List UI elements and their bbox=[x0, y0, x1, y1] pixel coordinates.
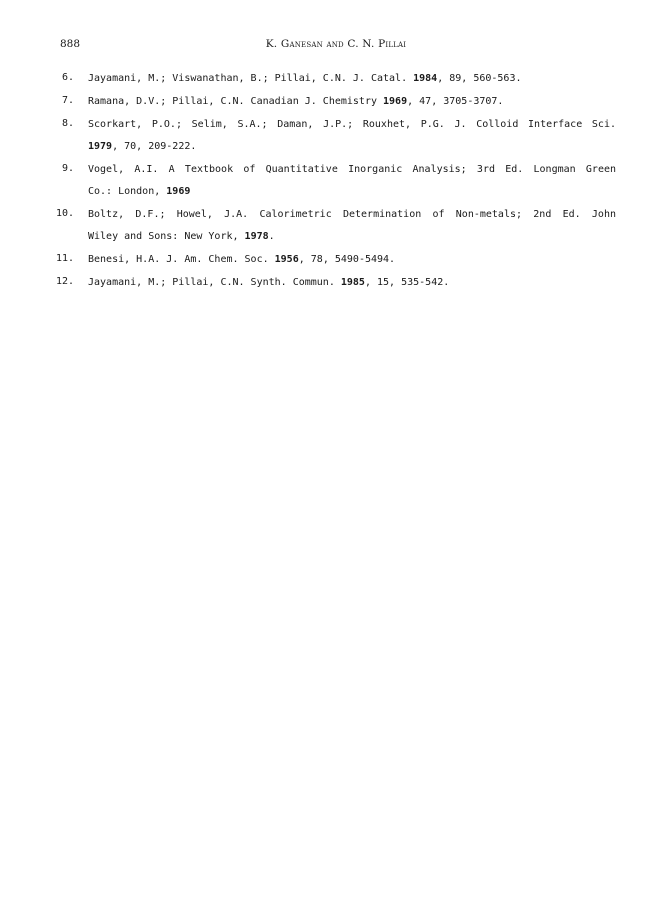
reference-line bbox=[88, 208, 616, 222]
page-number: 888 bbox=[60, 38, 81, 50]
reference-text: Jayamani, M.; Viswanathan, B.; Pillai, C.N. J. Catal. bbox=[88, 73, 414, 84]
reference-year: 1984 bbox=[413, 73, 438, 84]
reference-line bbox=[88, 253, 616, 267]
reference-year: 1956 bbox=[274, 254, 299, 265]
reference-number: 9. bbox=[61, 163, 74, 174]
reference-text: , 78, 5490-5494. bbox=[298, 254, 396, 265]
reference-text: Co.: London, bbox=[88, 186, 167, 197]
reference-text: . bbox=[268, 231, 275, 242]
reference-text: , 70, 209-222. bbox=[112, 141, 197, 152]
reference-line bbox=[88, 230, 616, 244]
reference-text: Boltz, D.F.; Howel, J.A. Calorimetric Determination of Non-metals; 2nd Ed. John bbox=[88, 209, 616, 220]
reference-number: 10. bbox=[55, 208, 74, 219]
reference-number: 7. bbox=[61, 95, 74, 106]
reference-year: 1985 bbox=[340, 277, 365, 288]
reference-line bbox=[88, 276, 616, 290]
reference-text: , 89, 560-563. bbox=[437, 73, 522, 84]
reference-text: , 15, 535-542. bbox=[364, 277, 450, 288]
page-header bbox=[0, 38, 672, 54]
reference-text: Scorkart, P.O.; Selim, S.A.; Daman, J.P.; Rouxhet, P.G. J. Colloid Interface Sci. bbox=[88, 119, 616, 130]
reference-text: Wiley and Sons: New York, bbox=[88, 231, 245, 242]
reference-text: Benesi, H.A. J. Am. Chem. Soc. bbox=[88, 254, 275, 265]
reference-text: , 47, 3705-3707. bbox=[407, 96, 504, 107]
reference-number: 12. bbox=[55, 276, 74, 287]
reference-line bbox=[88, 118, 616, 132]
reference-year: 1978 bbox=[244, 231, 269, 242]
reference-line bbox=[88, 140, 616, 154]
reference-line bbox=[88, 95, 616, 109]
reference-year: 1979 bbox=[88, 141, 113, 152]
reference-line bbox=[88, 185, 616, 199]
reference-text: Ramana, D.V.; Pillai, C.N. Canadian J. Chemistry bbox=[88, 96, 384, 107]
reference-text: Vogel, A.I. A Textbook of Quantitative Inorganic Analysis; 3rd Ed. Longman Green bbox=[88, 164, 616, 175]
running-head: K. Ganesan and C. N. Pillai bbox=[265, 38, 407, 50]
reference-number: 6. bbox=[61, 72, 74, 83]
reference-line bbox=[88, 72, 616, 86]
reference-text: Jayamani, M.; Pillai, C.N. Synth. Commun. bbox=[88, 277, 341, 288]
reference-line bbox=[88, 163, 616, 177]
reference-number: 8. bbox=[61, 118, 74, 129]
reference-year: 1969 bbox=[166, 186, 191, 197]
reference-year: 1969 bbox=[383, 96, 408, 107]
reference-number: 11. bbox=[55, 253, 74, 264]
